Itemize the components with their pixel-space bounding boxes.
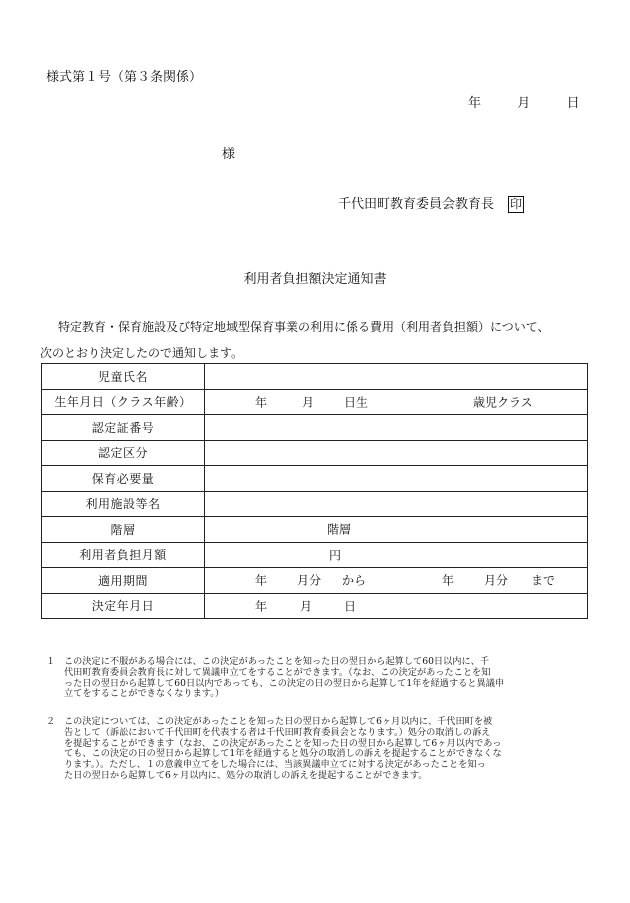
note-line: た日の翌日から起算して6ヶ月以内に、処分の取消しの訴えを提起することができます。: [64, 769, 428, 781]
table-row: [42, 415, 588, 441]
note-line: 告として（訴訟において千代田町を代表する者は千代田町教育委員会となります。）処分の取消しの訴え: [64, 726, 491, 738]
note-line: 代田町教育委員会教育長に対して異議申立てをすることができます。（なお、この決定があったことを知: [64, 666, 491, 678]
decision-year: 年: [255, 599, 268, 614]
child-name-label: 児童氏名: [42, 364, 205, 390]
cert-number-label: 認定証番号: [42, 415, 205, 441]
decision-date-label: 決定年月日: [42, 593, 205, 619]
table-row: [42, 593, 588, 619]
note-number: ２: [46, 716, 56, 727]
table-row: [42, 491, 588, 517]
table-row: [42, 517, 588, 543]
period-label: 適用期間: [42, 568, 205, 594]
note-number: １: [46, 656, 56, 667]
decision-date-value: [205, 593, 588, 619]
birth-year: 年: [255, 395, 268, 410]
birthdate-label: 生年月日（クラス年齢）: [42, 389, 205, 415]
issuer: [338, 193, 524, 213]
note-line: この決定に不服がある場合には、この決定があったことを知った日の翌日から起算して60日以内に、千: [64, 656, 490, 667]
date-year: 年: [468, 96, 482, 111]
facility-name-label: 利用施設等名: [42, 491, 205, 517]
monthly-fee-label: 利用者負担月額: [42, 542, 205, 568]
seal-mark: 印: [510, 197, 523, 211]
care-amount-value: [205, 466, 588, 492]
care-amount-label: 保育必要量: [42, 466, 205, 492]
birth-day: 日生: [344, 395, 369, 410]
facility-name-value: [205, 491, 588, 517]
issuer-title: 千代田町教育委員会教育長: [338, 197, 495, 212]
note-line: ても、この決定の日の翌日から起算して1年を経過すると処分の取消しの訴えを提起することができなくな: [64, 748, 502, 760]
cert-category-label: 認定区分: [42, 440, 205, 466]
decision-table: [41, 363, 588, 619]
monthly-fee-cell: [205, 542, 588, 568]
issue-date: [468, 92, 580, 111]
tier-label: 階層: [42, 517, 205, 543]
decision-day: 日: [344, 599, 357, 614]
note-1: [46, 657, 586, 700]
note-line: った日の翌日から起算して60日以内であっても、この決定の日の翌日から起算して1年を経過すると異議申: [64, 677, 505, 689]
period-value: [205, 568, 588, 594]
date-month: 月: [517, 96, 531, 111]
tier-value: 階層: [327, 522, 352, 537]
cert-category-value: [205, 440, 588, 466]
table-row: [42, 466, 588, 492]
form-number: 様式第１号（第３条関係）: [46, 70, 203, 85]
document-title: 利用者負担額決定通知書: [243, 272, 387, 287]
period-to-month: 月分: [484, 573, 509, 588]
table-row: [42, 568, 588, 594]
intro-line-1: 特定教育・保育施設及び特定地域型保育事業の利用に係る費用（利用者負担額）について、: [58, 320, 550, 334]
table-row: [42, 440, 588, 466]
tier-value-cell: [205, 517, 588, 543]
table-row: [42, 389, 588, 415]
birth-month: 月: [302, 395, 315, 410]
period-from-month: 月分: [297, 573, 322, 588]
table-row: [42, 542, 588, 568]
table-row: [42, 364, 588, 390]
yen-unit: 円: [329, 548, 342, 563]
period-from: から: [342, 573, 367, 588]
note-2: [46, 717, 586, 782]
child-name-value: [205, 364, 588, 390]
class-age: 歳児クラス: [473, 395, 533, 410]
period-from-year: 年: [255, 573, 268, 588]
note-line: ります。）。ただし、１の意義申立てをした場合には、当該異議申立てに対する決定があったことを知っ: [64, 759, 486, 771]
period-until: まで: [531, 573, 556, 588]
note-line: 立てをすることができなくなります。）: [64, 688, 225, 700]
date-day: 日: [566, 96, 580, 111]
note-line: この決定については、この決定があったことを知った日の翌日から起算して6ヶ月以内に、千代田町を被: [64, 716, 493, 727]
addressee-suffix: 様: [222, 147, 236, 162]
birthdate-value: [205, 389, 588, 415]
cert-number-value: [205, 415, 588, 441]
note-line: を提起することができます（なお、この決定があったことを知った日の翌日から起算して6ヶ月以内であっ: [64, 737, 502, 749]
period-to-year: 年: [442, 573, 455, 588]
decision-month: 月: [300, 599, 313, 614]
intro-line-2: 次のとおり決定したので通知します。: [40, 346, 244, 360]
